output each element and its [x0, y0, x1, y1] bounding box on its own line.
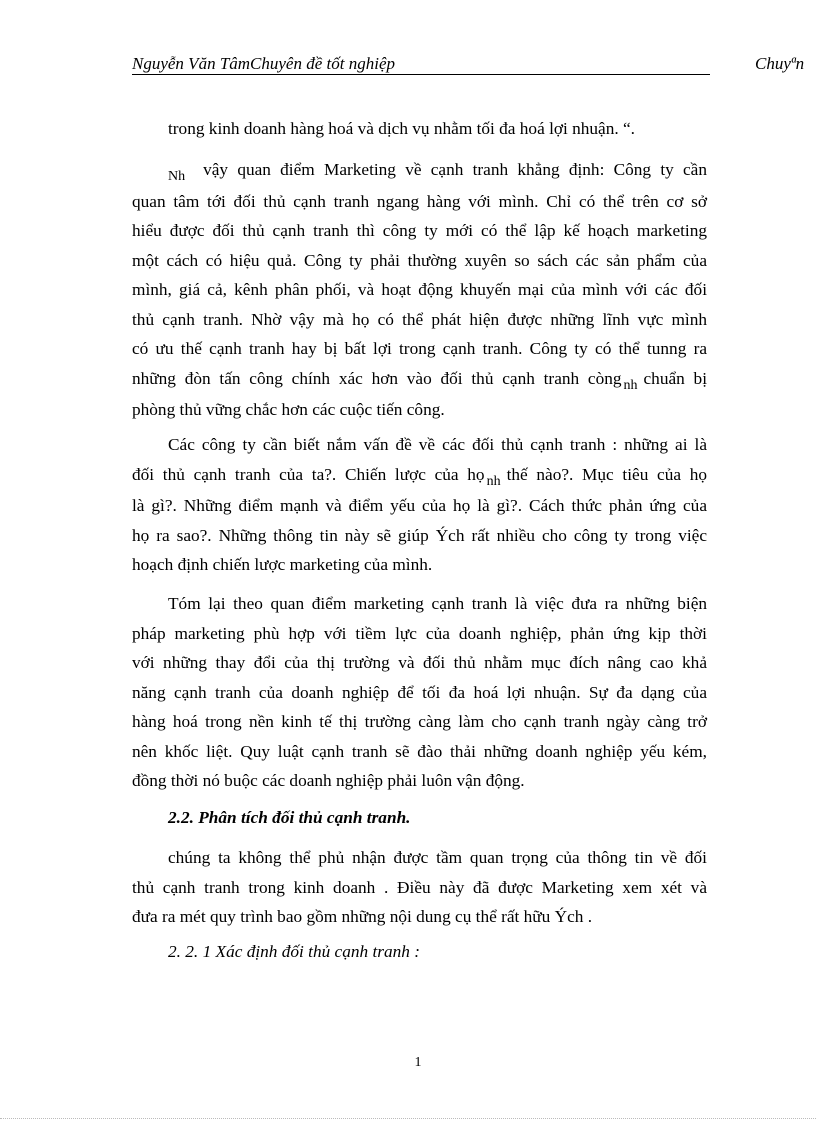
text-line: có ưu thế cạnh tranh hay bị bất lợi trong cạnh tranh. Công ty có thể tunng ra [132, 339, 707, 358]
text-line: Tóm lại theo quan điểm marketing cạnh tranh là việc đưa ra những biện [168, 594, 707, 613]
section-heading-2-2: 2.2. Phân tích đối thủ cạnh tranh. [168, 808, 411, 827]
text-line: phòng thủ vững chắc hơn các cuộc tiến công. [132, 400, 445, 419]
text-line: đối thủ cạnh tranh của ta?. Chiến lược của họ $_{nh}$ thế nào?. Mục tiêu của họ [132, 464, 707, 489]
page-header [132, 52, 710, 75]
text-line: pháp marketing phù hợp với tiềm lực của doanh nghiệp, phản ứng kịp thời [132, 623, 707, 643]
text-line: những đòn tấn công chính xác hơn vào đối thủ cạnh tranh còng $_{nh}$ chuẩn bị [132, 368, 707, 393]
text-line: đồng thời nó buộc các doanh nghiệp phải luôn vận động. [132, 771, 525, 790]
header-author-title: Nguyễn Văn TâmChuyên đề tốt nghiệp [132, 54, 395, 73]
text-line: hoạch định chiến lược marketing của mình. [132, 555, 433, 574]
paragraph-continuation [132, 114, 707, 144]
paragraph-competitor-questions [132, 430, 707, 580]
page-bottom-rule [0, 1118, 816, 1119]
paragraph-competitor-info [132, 843, 707, 932]
text-line: hàng hoá trong nền kinh tế thị trường càng làm cho cạnh tranh ngày càng trở [132, 712, 707, 731]
text-line: đưa ra mét quy trình bao gồm những nội dung cụ thể rất hữu Ých . [132, 907, 593, 926]
text-line: thủ cạnh tranh trong kinh doanh . Điều này đã được Marketing xem xét và [132, 877, 707, 897]
text-line: trong kinh doanh hàng hoá và dịch vụ nhằm tối đa hoá lợi nhuận. “. [168, 119, 635, 138]
text-line: quan tâm tới đối thủ cạnh tranh ngang hàng với mình. Chỉ có thể trên cơ sở [132, 191, 707, 211]
text-line: Các công ty cần biết nắm vấn đề về các đối thủ cạnh tranh : những ai là [168, 435, 707, 454]
stray-subscript: nh [623, 377, 638, 393]
paragraph-competition-view [132, 155, 707, 425]
text-line: hiểu được đối thủ cạnh tranh thì công ty mới có thể lập kế hoạch marketing [132, 221, 707, 240]
stray-subscript: Nh [168, 169, 186, 184]
section-heading-2-2-1: 2. 2. 1 Xác định đối thủ cạnh tranh : [168, 942, 420, 961]
text-line: là gì?. Những điểm mạnh và điểm yếu của họ là gì?. Cách thức phản ứng của [132, 496, 707, 515]
text-line: mình, giá cả, kênh phân phối, và hoạt động khuyến mại của mình với các đối [132, 280, 707, 299]
text-line: chúng ta không thể phủ nhận được tầm quan trọng của thông tin về đối [168, 848, 707, 867]
text-line: họ ra sao?. Những thông tin này sẽ giúp Ých rất nhiều cho công ty trong việc [132, 525, 707, 545]
paragraph-summary [132, 589, 707, 796]
text-line: năng cạnh tranh của doanh nghiệp để tối đa hoá lợi nhuận. Sự đa dạng của [132, 682, 707, 702]
header-running-title: Chuyªn [755, 54, 805, 73]
text-line: $_{Nh}$ vậy quan điểm Marketing về cạnh tranh khẳng định: Công ty cần [168, 160, 707, 184]
text-line: một cách có hiệu quả. Công ty phải thường xuyên so sách các sản phẩm của [132, 250, 707, 270]
page-number: 1 [414, 1055, 422, 1070]
text-line: với những thay đổi của thị trường và đối thủ nhằm mục đích nâng cao khả [132, 653, 707, 672]
text-line: thủ cạnh tranh. Nhờ vậy mà họ có thể phát hiện được những lĩnh vực mình [132, 309, 707, 329]
stray-subscript: nh [486, 473, 501, 489]
text-line: nên khốc liệt. Quy luật cạnh tranh sẽ đào thải những doanh nghiệp yếu kém, [132, 741, 707, 761]
